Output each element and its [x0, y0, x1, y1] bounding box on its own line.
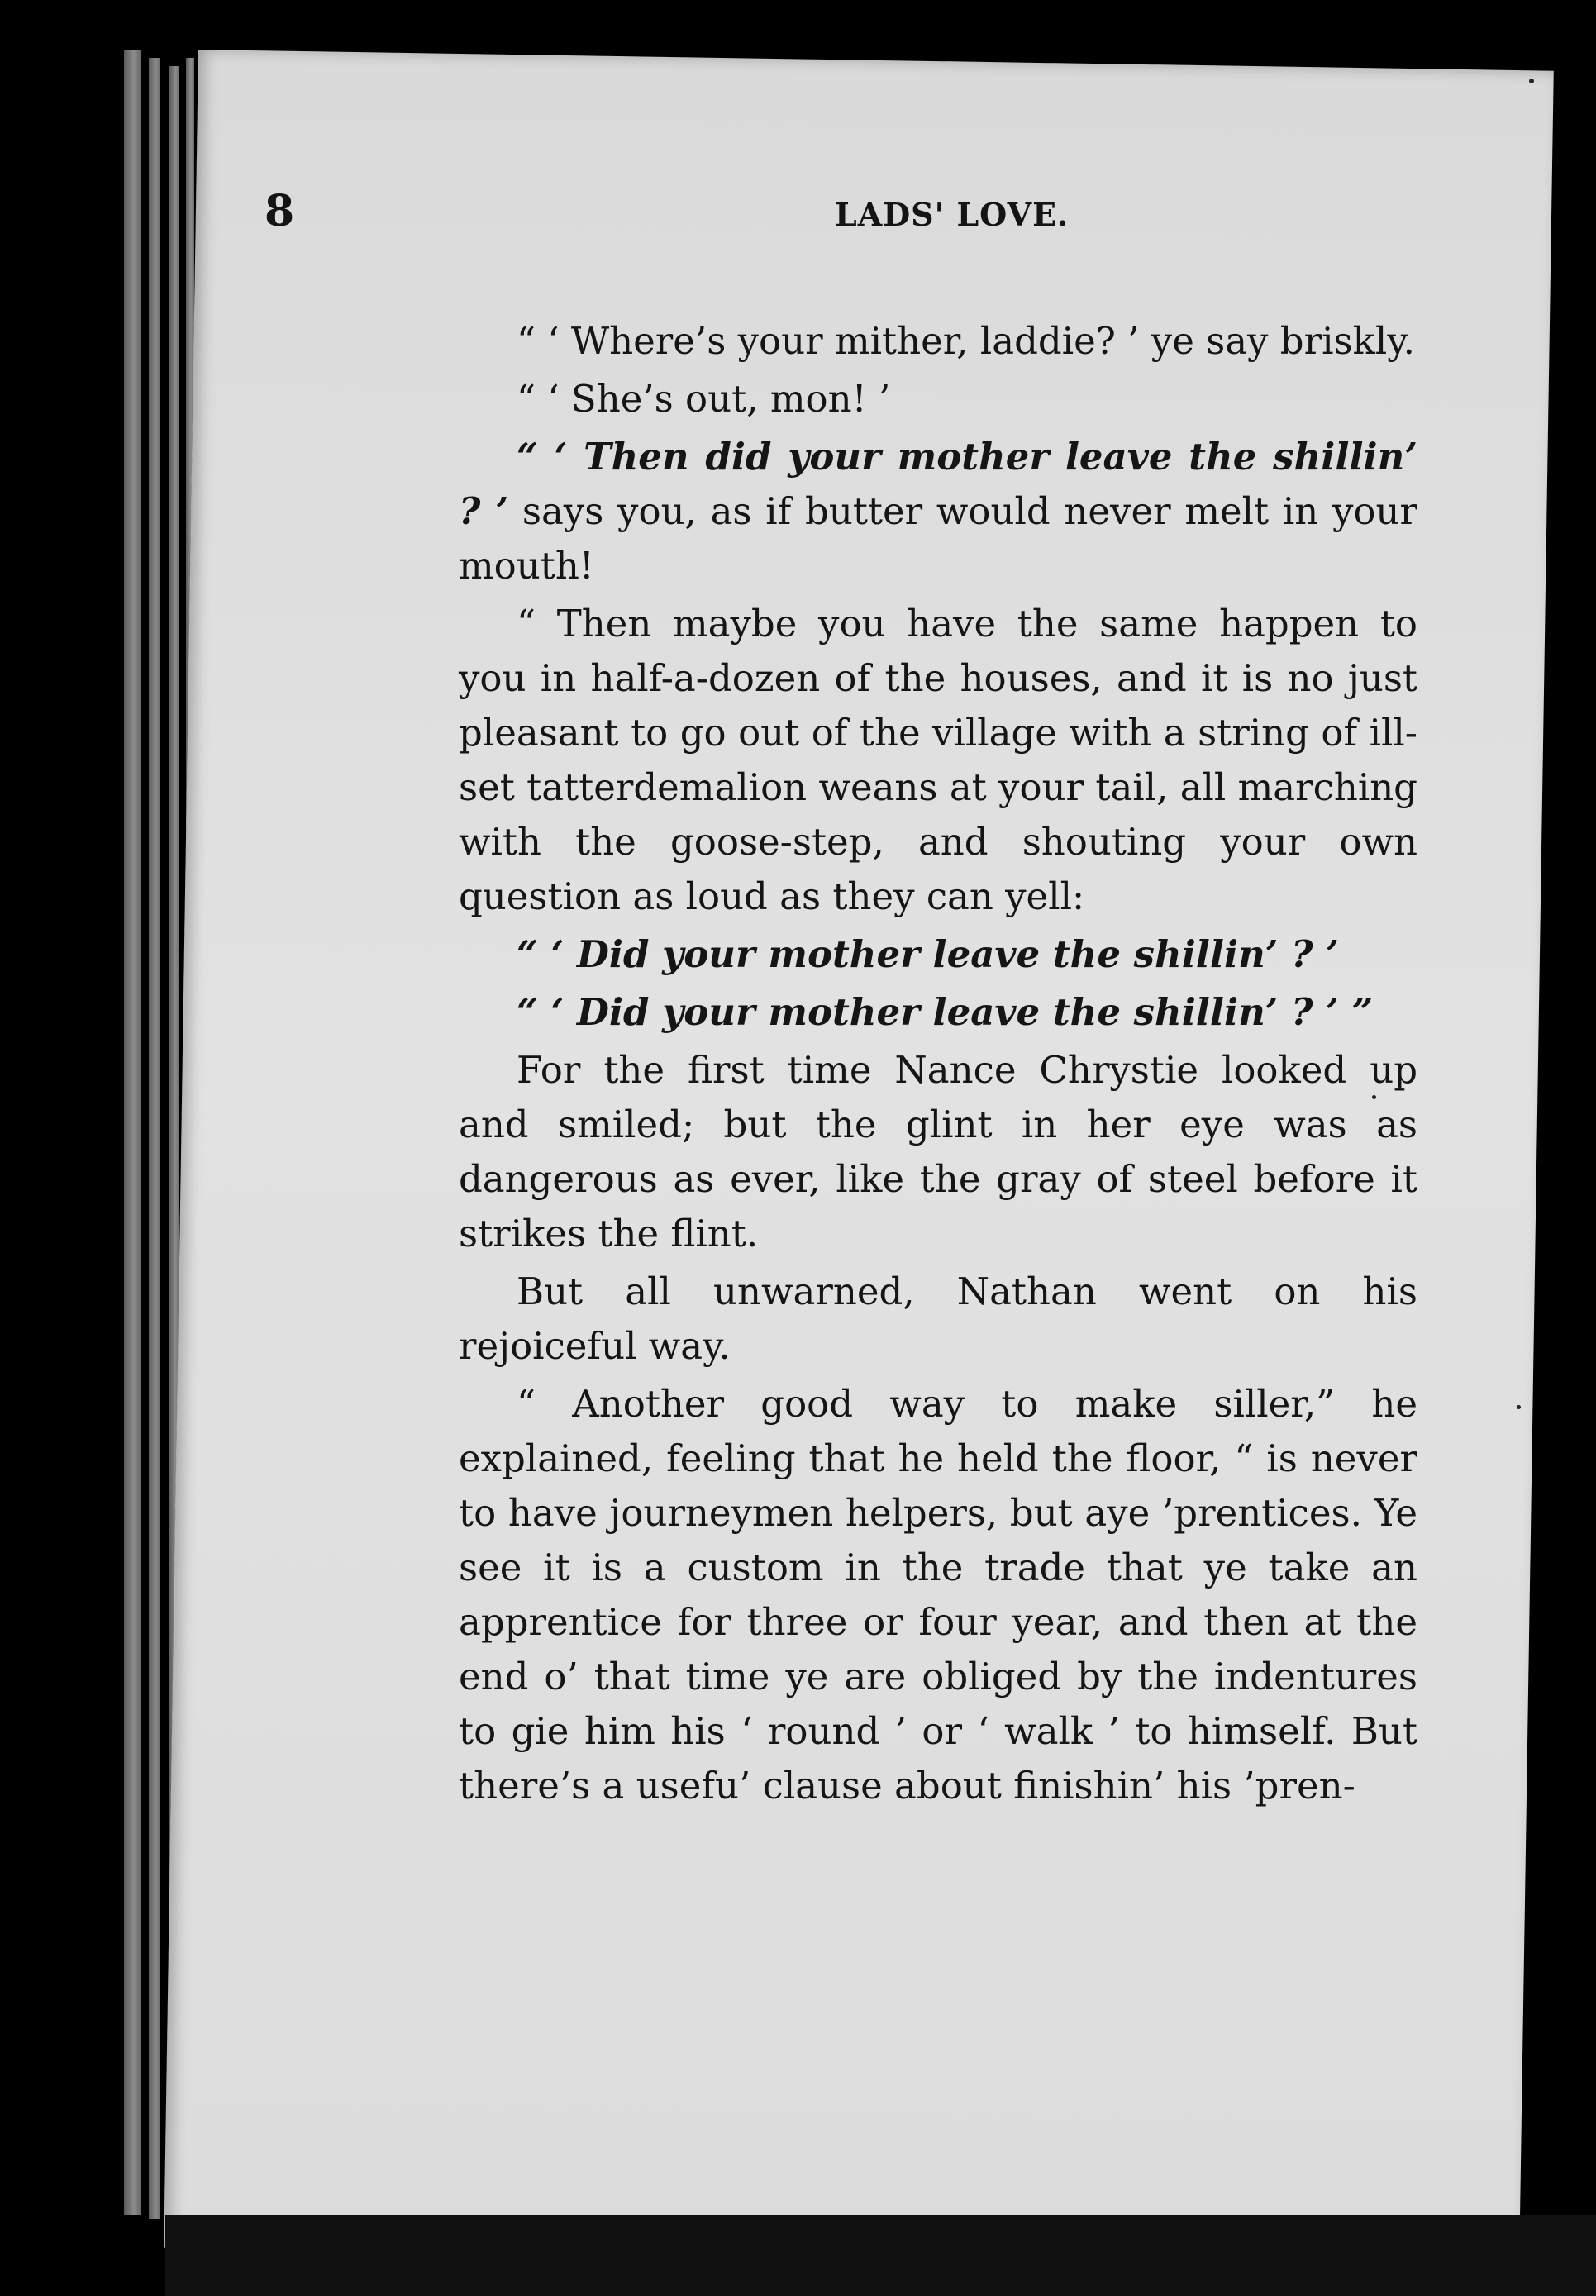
speck — [1517, 1405, 1521, 1409]
page-edge — [149, 58, 160, 2219]
paragraph: For the first time Nance Chrystie looked up and smiled; but the glint in her eye was as dangerous as ever, like the gray of steel before it strikes the flint. — [459, 1048, 1417, 1255]
italic-quote: “ ‘ Then did your mother leave the shillin’ ? ’ — [459, 435, 1417, 533]
paragraph-italic: “ ‘ Did your mother leave the shillin’ ? ’ ” — [517, 990, 1374, 1034]
page-header — [264, 186, 1413, 252]
paragraph: “ ‘ Where’s your mither, laddie? ’ ye say briskly. — [517, 319, 1415, 363]
bottom-shadow — [165, 2215, 1596, 2296]
paragraph-tail: says you, as if butter would never melt in your mouth! — [459, 489, 1417, 588]
paragraph-italic: “ ‘ Did your mother leave the shillin’ ? ’ — [517, 932, 1339, 976]
paragraph: “ Then maybe you have the same happen to you in half-a-dozen of the houses, and it is no just pleasant to go out of the village with a string of ill-set tatterdemalion weans at your tail, all marching with the goose-step, and shouting your own question as loud as they can yell: — [459, 602, 1417, 918]
speck — [1529, 79, 1534, 83]
body-text — [459, 314, 1417, 1817]
paragraph: “ Another good way to make siller,” he explained, feeling that he held the floor, “ is never to have journeymen helpers, but aye ’prentices. Ye see it is a custom in the trade that ye take an apprentice for three or four year, and then at the end o’ that time ye are obliged by the indentures to gie him his ‘ round ’ or ‘ walk ’ to himself. But there’s a usefu’ clause about finishin’ his ’pren- — [459, 1382, 1417, 1808]
page-edge — [124, 50, 141, 2215]
paragraph: But all unwarned, Nathan went on his rejoiceful way. — [459, 1269, 1417, 1368]
paragraph — [459, 430, 1417, 593]
running-title: LADS' LOVE. — [835, 196, 1070, 233]
paragraph: “ ‘ She’s out, mon! ’ — [517, 377, 891, 421]
page-number: 8 — [264, 186, 295, 236]
